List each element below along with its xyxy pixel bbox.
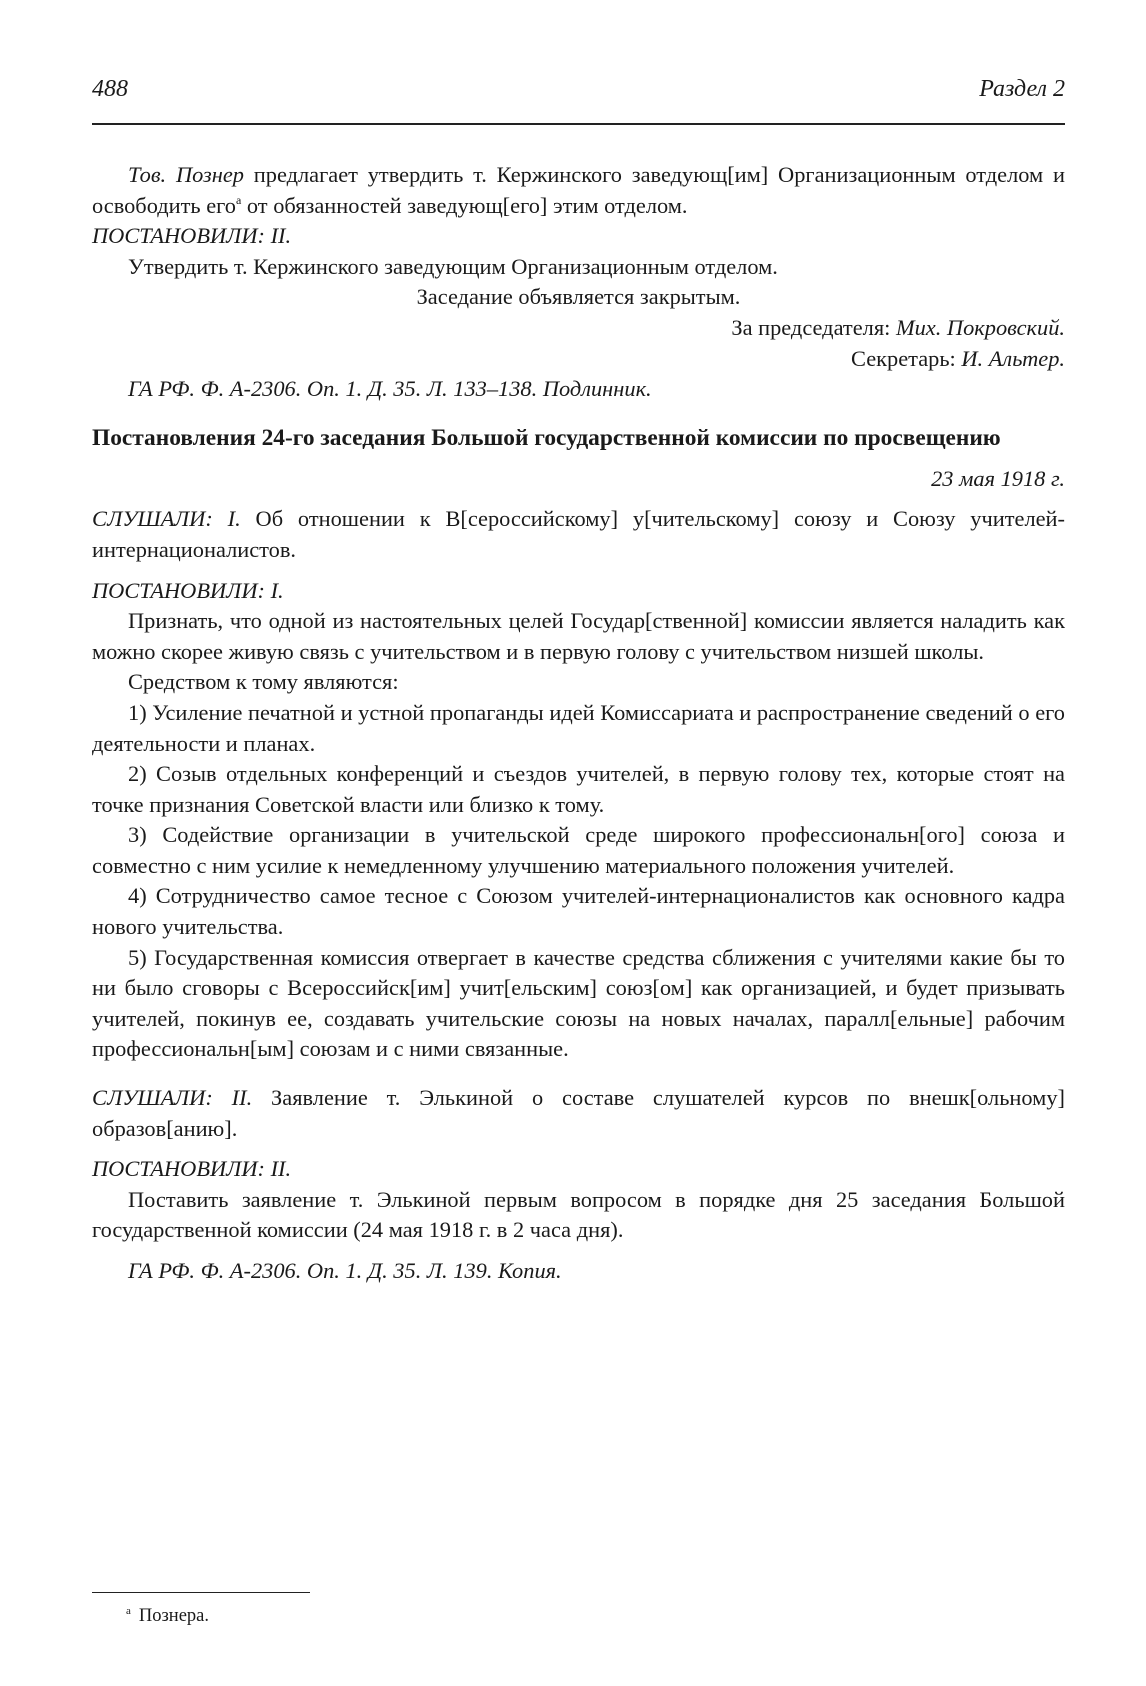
proposal-text-b: от обязанностей заведующ[его] этим отделом.: [241, 192, 688, 218]
page-number: 488: [92, 76, 128, 102]
heard-1-label: СЛУШАЛИ: I.: [92, 506, 241, 532]
page-body: [92, 160, 1065, 1287]
chair-signature: [92, 313, 1065, 344]
proposal-paragraph: [92, 160, 1065, 221]
footnote-rule: [92, 1592, 310, 1593]
secretary-name: И. Альтер.: [961, 345, 1065, 371]
list-item: 3) Содействие организации в учительской среде широкого профессиональн[ого] союза и совместно с ним усилие к немедленному улучшению материального положения учителей.: [92, 822, 1065, 878]
list-item: 2) Созыв отдельных конференций и съездов учителей, в первую голову тех, которые стоят на точке признания Советской власти или близко к тому.: [92, 761, 1065, 817]
list-item: 5) Государственная комиссия отвергает в качестве средства сближения с учителями какие бы то ни было сговоры с Всероссийск[им] учит[ельским] союз[ом] как организацией, и будет призывать учителей, покинув ее, создавать учительские союзы на новых началах, паралл[ельные] рабочим профессиональн[ым] союзам и с ними связанные.: [92, 944, 1065, 1062]
footnote-ref: а: [235, 192, 242, 207]
footnote: [126, 1606, 209, 1627]
archive-source-2: ГА РФ. Ф. А-2306. Оп. 1. Д. 35. Л. 139. Копия.: [128, 1258, 562, 1283]
closing-line: Заседание объявляется закрытым.: [416, 284, 741, 310]
list-item: 1) Усиление печатной и устной пропаганды идей Комиссариата и распространение сведений о его деятельности и планах.: [92, 699, 1065, 756]
page-header: [92, 76, 1065, 103]
meeting-date: 23 мая 1918 г.: [931, 465, 1065, 491]
header-rule: [92, 123, 1065, 125]
archive-source-1: ГА РФ. Ф. А-2306. Оп. 1. Д. 35. Л. 133–138. Подлинник.: [128, 376, 652, 402]
chair-name: Мих. Покровский.: [895, 314, 1065, 340]
chair-label: За председателя:: [731, 314, 896, 340]
secretary-signature: [92, 344, 1065, 375]
resolved-label-3: ПОСТАНОВИЛИ: II.: [92, 1156, 292, 1182]
section-title: Раздел 2: [979, 76, 1065, 102]
resolved-text-3: Поставить заявление т. Элькиной первым вопросом в порядке дня 25 заседания Большой государственной комиссии (24 мая 1918 г. в 2 часа дня).: [92, 1186, 1065, 1243]
resolved-text-2: Признать, что одной из настоятельных целей Государ[ственной] комиссии является наладить как можно скорее живую связь с учительством и в первую голову с учительством низшей школы.: [92, 608, 1065, 664]
heard-2-text: Заявление т. Элькиной о составе слушателей курсов по внешк[ольному] образов[анию].: [92, 1085, 1065, 1141]
secretary-label: Секретарь:: [851, 345, 962, 371]
heard-1: [92, 504, 1065, 565]
means-intro: Средством к тому являются:: [128, 669, 399, 695]
heard-1-text: Об отношении к В[серосcийскому] у[чительскому] союзу и Союзу учителей-интернационалистов.: [92, 506, 1065, 562]
resolved-label-1: ПОСТАНОВИЛИ: II.: [92, 223, 292, 249]
footnote-text: Познера.: [138, 1606, 210, 1626]
footnote-mark: а: [126, 1605, 131, 1617]
heard-2: [92, 1083, 1065, 1144]
resolved-label-2: ПОСТАНОВИЛИ: I.: [92, 577, 284, 603]
proposal-speaker: Тов. Познер: [128, 162, 244, 187]
list-item: 4) Сотрудничество самое тесное с Союзом учителей-интернационалистов как основного кадра нового учительства.: [92, 883, 1065, 940]
resolved-text-1: Утвердить т. Кержинского заведующим Организационным отделом.: [128, 253, 778, 279]
proposal-text-a: предлагает утвердить т. Кержинского заведующ[им] Организационным отделом и освободить его: [92, 162, 1065, 218]
heard-2-label: СЛУШАЛИ: II.: [92, 1085, 253, 1111]
section-heading: Постановления 24-го заседания Большой государственной комиссии по просвещению: [92, 424, 1001, 451]
